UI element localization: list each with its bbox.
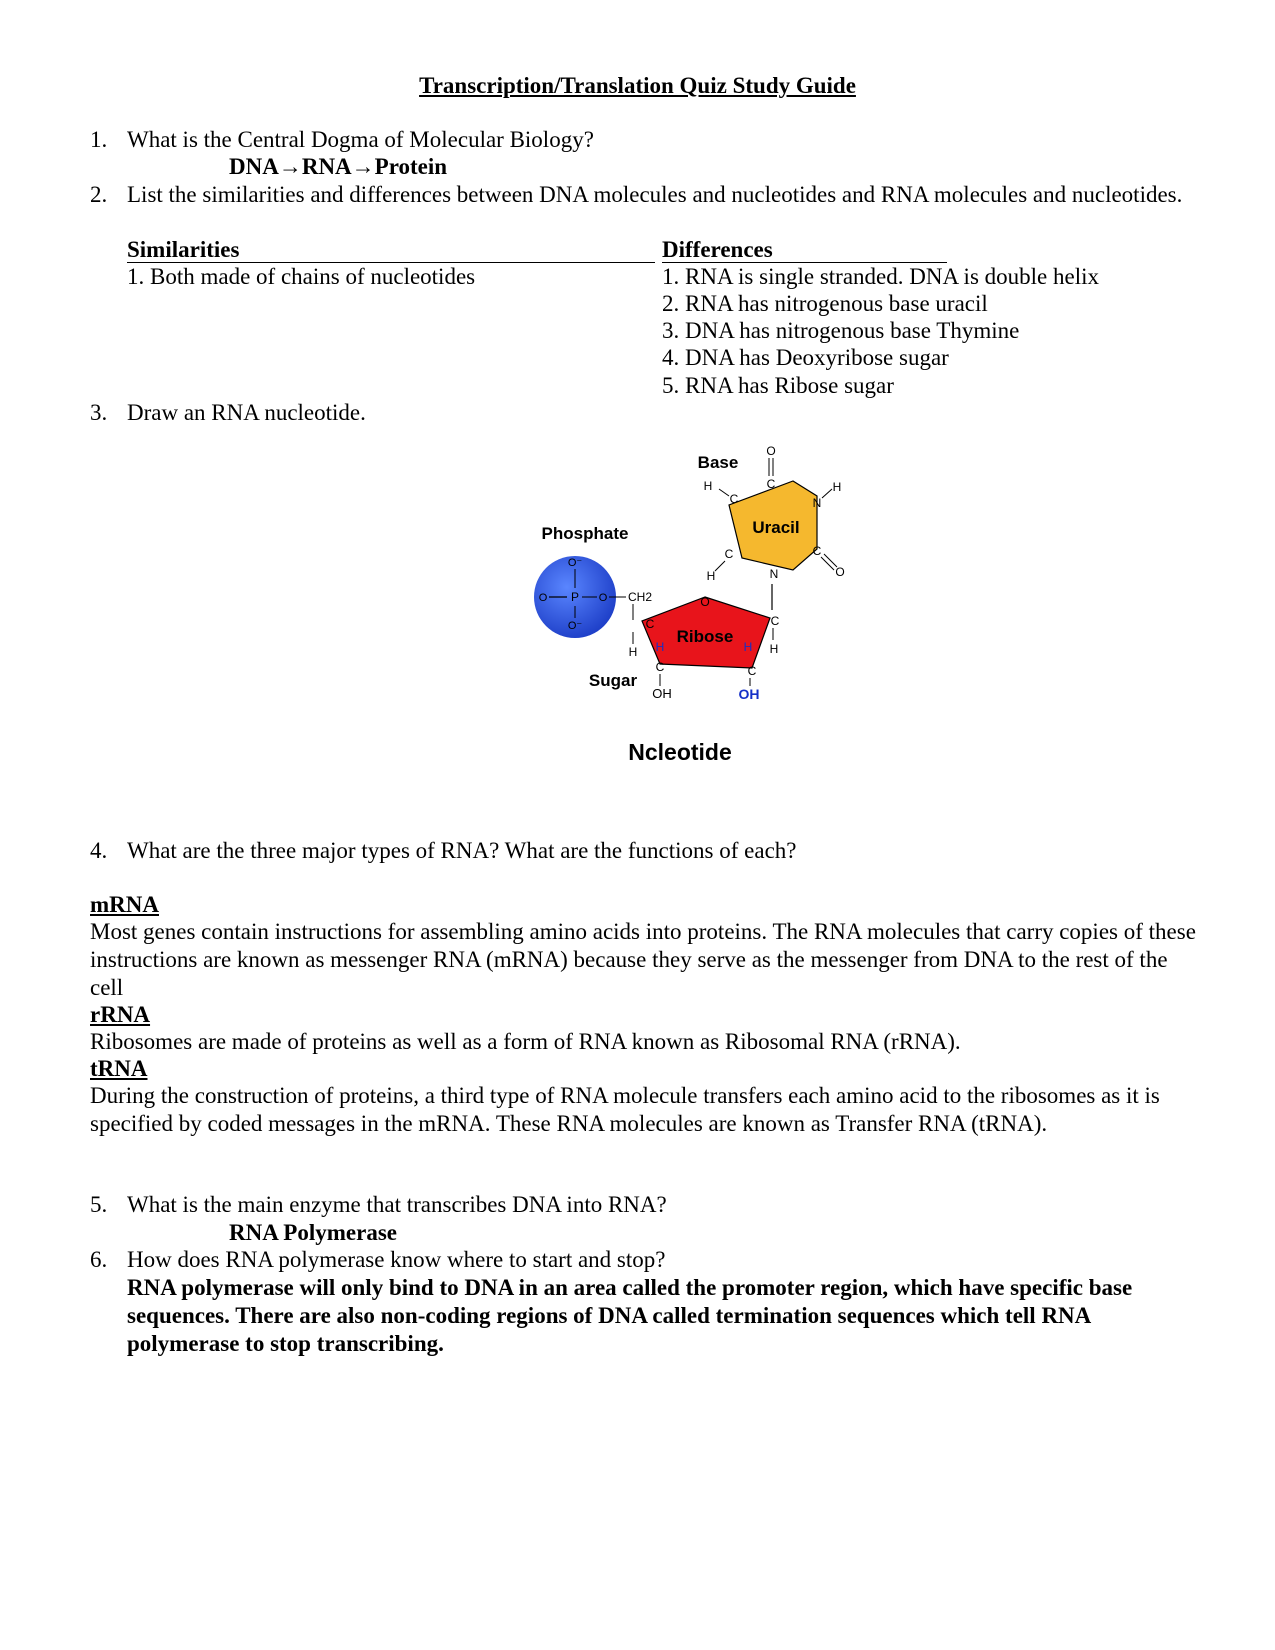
similarity-item: 1. Both made of chains of nucleotides: [127, 264, 476, 289]
phosphate-label: Phosphate: [541, 524, 629, 543]
trna-description: During the construction of proteins, a third type of RNA molecule transfers each amino acid to the ribosomes as it is specified by coded messages in the mRNA. These RNA molecules are known as Transfer RNA (tRNA).: [90, 1083, 1160, 1136]
atom-label: N: [769, 567, 779, 581]
mrna-heading: mRNA: [90, 892, 159, 917]
atom-label: C: [766, 477, 776, 491]
ribose-label: Ribose: [676, 627, 734, 646]
similarities-header: Similarities: [127, 237, 240, 262]
atom-label: H: [832, 480, 842, 494]
atom-label: C: [747, 664, 757, 678]
uracil-label: Uracil: [752, 518, 800, 537]
atom-label: O⁻: [567, 557, 583, 569]
atom-label: H: [769, 642, 779, 656]
atom-label: O: [700, 595, 710, 609]
hydroxyl-label: OH: [652, 686, 672, 701]
answer-central-dogma: DNA→RNA→Protein: [229, 154, 448, 179]
question-text: Draw an RNA nucleotide.: [127, 400, 366, 425]
nucleotide-caption: Ncleotide: [628, 739, 732, 765]
atom-label: P: [570, 590, 580, 604]
question-number: 2.: [90, 182, 108, 207]
answer-enzyme: RNA Polymerase: [229, 1220, 397, 1245]
sugar-label: Sugar: [588, 671, 638, 690]
question-text: What are the three major types of RNA? What are the functions of each?: [127, 838, 797, 863]
question-number: 4.: [90, 838, 108, 863]
rrna-description: Ribosomes are made of proteins as well as a form of RNA known as Ribosomal RNA (rRNA).: [90, 1029, 961, 1054]
question-text: How does RNA polymerase know where to start and stop?: [127, 1247, 666, 1272]
atom-label: C: [812, 544, 822, 558]
atom-label: C: [729, 492, 739, 506]
mrna-description: Most genes contain instructions for assembling amino acids into proteins. The RNA molecules that carry copies of these instructions are known as messenger RNA (mRNA) because they serve as the messenger from DNA to the rest of the cell: [90, 919, 1196, 1000]
rna-nucleotide-diagram: [520, 440, 900, 780]
rrna-heading: rRNA: [90, 1002, 151, 1027]
atom-label: H: [703, 479, 713, 493]
base-label: Base: [697, 453, 739, 472]
question-number: 1.: [90, 127, 108, 152]
atom-label: C: [770, 614, 780, 628]
atom-label: C: [655, 660, 665, 674]
atom-label: O⁻: [567, 620, 583, 632]
atom-label: O: [835, 565, 845, 579]
question-number: 3.: [90, 400, 108, 425]
atom-label: C: [645, 617, 655, 631]
atom-label: O: [598, 592, 608, 604]
atom-label: O: [766, 444, 776, 458]
ch2-label: CH2: [627, 590, 653, 604]
atom-label: H: [628, 645, 638, 659]
question-number: 6.: [90, 1247, 108, 1272]
answer-start-stop: RNA polymerase will only bind to DNA in an area called the promoter region, which have specific base sequences. There are also non-coding regions of DNA called termination sequences which tell RNA polymerase to stop transcribing.: [127, 1275, 1133, 1356]
atom-label: H: [706, 569, 716, 583]
atom-label: H: [655, 640, 665, 654]
differences-header: Differences: [662, 237, 773, 262]
question-text: List the similarities and differences between DNA molecules and nucleotides and RNA molecules and nucleotides.: [127, 182, 1183, 207]
atom-label: C: [724, 547, 734, 561]
question-text: What is the main enzyme that transcribes DNA into RNA?: [127, 1192, 667, 1217]
page-title: Transcription/Translation Quiz Study Guide: [419, 73, 856, 98]
difference-item: 1. RNA is single stranded. DNA is double helix: [662, 264, 1099, 289]
difference-item: 5. RNA has Ribose sugar: [662, 373, 894, 398]
hydroxyl-label-blue: OH: [738, 686, 760, 702]
question-number: 5.: [90, 1192, 108, 1217]
atom-label: O: [538, 592, 548, 604]
atom-label: H: [743, 640, 753, 654]
difference-item: 4. DNA has Deoxyribose sugar: [662, 345, 949, 370]
difference-item: 2. RNA has nitrogenous base uracil: [662, 291, 988, 316]
difference-item: 3. DNA has nitrogenous base Thymine: [662, 318, 1020, 343]
question-text: What is the Central Dogma of Molecular Biology?: [127, 127, 594, 152]
trna-heading: tRNA: [90, 1056, 148, 1081]
atom-label: N: [812, 496, 822, 510]
